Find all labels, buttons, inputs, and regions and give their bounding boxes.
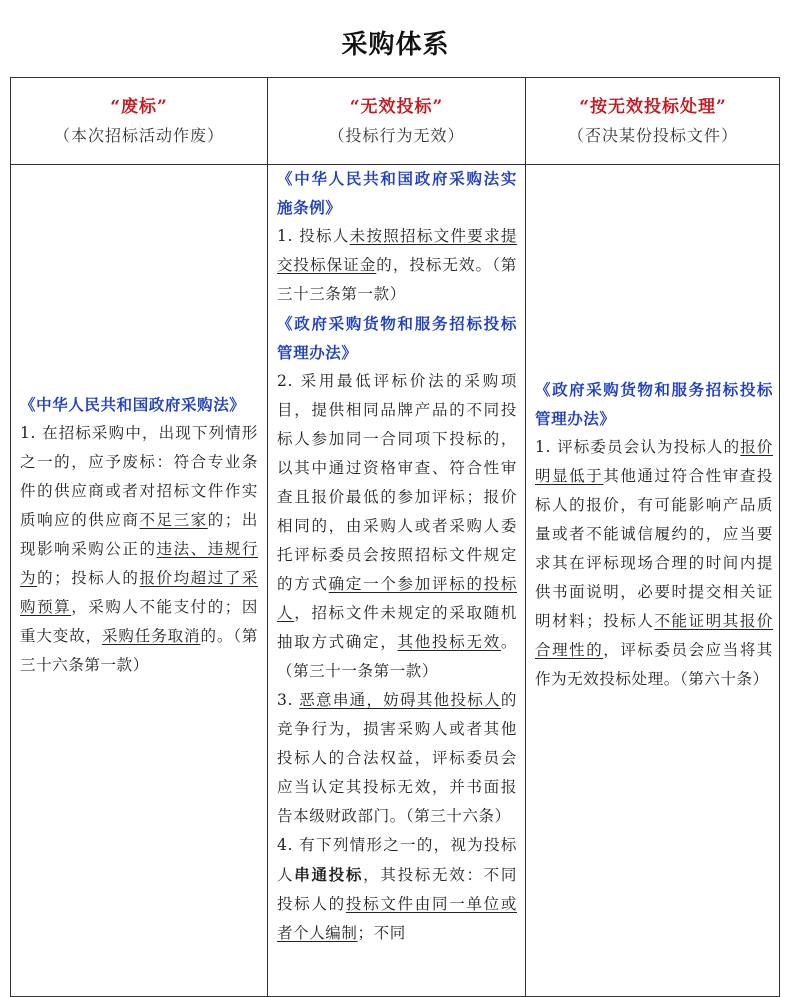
- law-citation: 《政府采购货物和服务招标投标管理办法》: [277, 314, 517, 362]
- clause-paragraph: 2. 采用最低评标价法的采购项目，提供相同品牌产品的不同投标人参加同一合同项下投标的，以其中通过资格审查、符合性审查且报价最低的参加评标；报价相同的，由采购人或者采购人委托评标委员会按照招标文件规定的方式确定一个参加评标的投标人，招标文件未规定的采取随机抽取方式确定，其他投标无效。（第三十一条第一款）: [277, 372, 518, 680]
- column-divider: [267, 78, 268, 996]
- header-main: “无效投标”: [349, 97, 444, 117]
- header-cell-invalid-bid: [268, 78, 525, 164]
- clause-paragraph: 4. 有下列情形之一的，视为投标人串通投标，其投标无效：不同投标人的投标文件由同一单位或者个人编制；不同: [277, 836, 517, 942]
- law-citation: 《中华人民共和国政府采购法实施条例》: [277, 169, 517, 217]
- clause-paragraph: 3. 恶意串通，妨碍其他投标人的竞争行为，损害采购人或者其他投标人的合法权益，评标委员会应当认定其投标无效，并书面报告本级财政部门。（第三十六条）: [277, 691, 518, 825]
- header-main: “废标”: [110, 97, 168, 117]
- header-cell-treated-invalid: [526, 78, 780, 164]
- column-treated-invalid: [535, 375, 773, 694]
- comparison-table: [10, 77, 780, 997]
- header-cell-abandon-bid: [11, 78, 267, 164]
- page-title: 采购体系: [341, 30, 450, 60]
- clause-paragraph: 1. 评标委员会认为投标人的报价明显低于其他通过符合性审查投标人的报价，有可能影响产品质量或者不能诚信履约的，应当要求其在评标现场合理的时间内提供书面说明，必要时提交相关证明材料；投标人不能证明其报价合理性的，评标委员会应当将其作为无效投标处理。（第六十条）: [535, 438, 774, 688]
- header-sub: （投标行为无效）: [328, 126, 465, 145]
- header-main: “按无效投标处理”: [579, 97, 727, 117]
- law-citation: 《中华人民共和国政府采购法》: [20, 395, 246, 414]
- clause-paragraph: 1. 在招标采购中，出现下列情形之一的，应予废标：符合专业条件的供应商或者对招标文件作实质响应的供应商不足三家的；出现影响采购公正的违法、违规行为的；投标人的报价均超过了采购预算，采购人不能支付的；因重大变故，采购任务取消的。（第三十六条第一款）: [20, 424, 259, 674]
- law-citation: 《政府采购货物和服务招标投标管理办法》: [535, 380, 773, 428]
- header-sub: （本次招标活动作废）: [53, 126, 224, 145]
- column-divider: [525, 78, 526, 996]
- clause-paragraph: 1. 投标人未按照招标文件要求提交投标保证金的，投标无效。（第三十三条第一款）: [277, 227, 517, 303]
- column-invalid-bid: [277, 164, 517, 948]
- column-abandon-bid: [20, 390, 258, 680]
- header-sub: （否决某份投标文件）: [567, 126, 738, 145]
